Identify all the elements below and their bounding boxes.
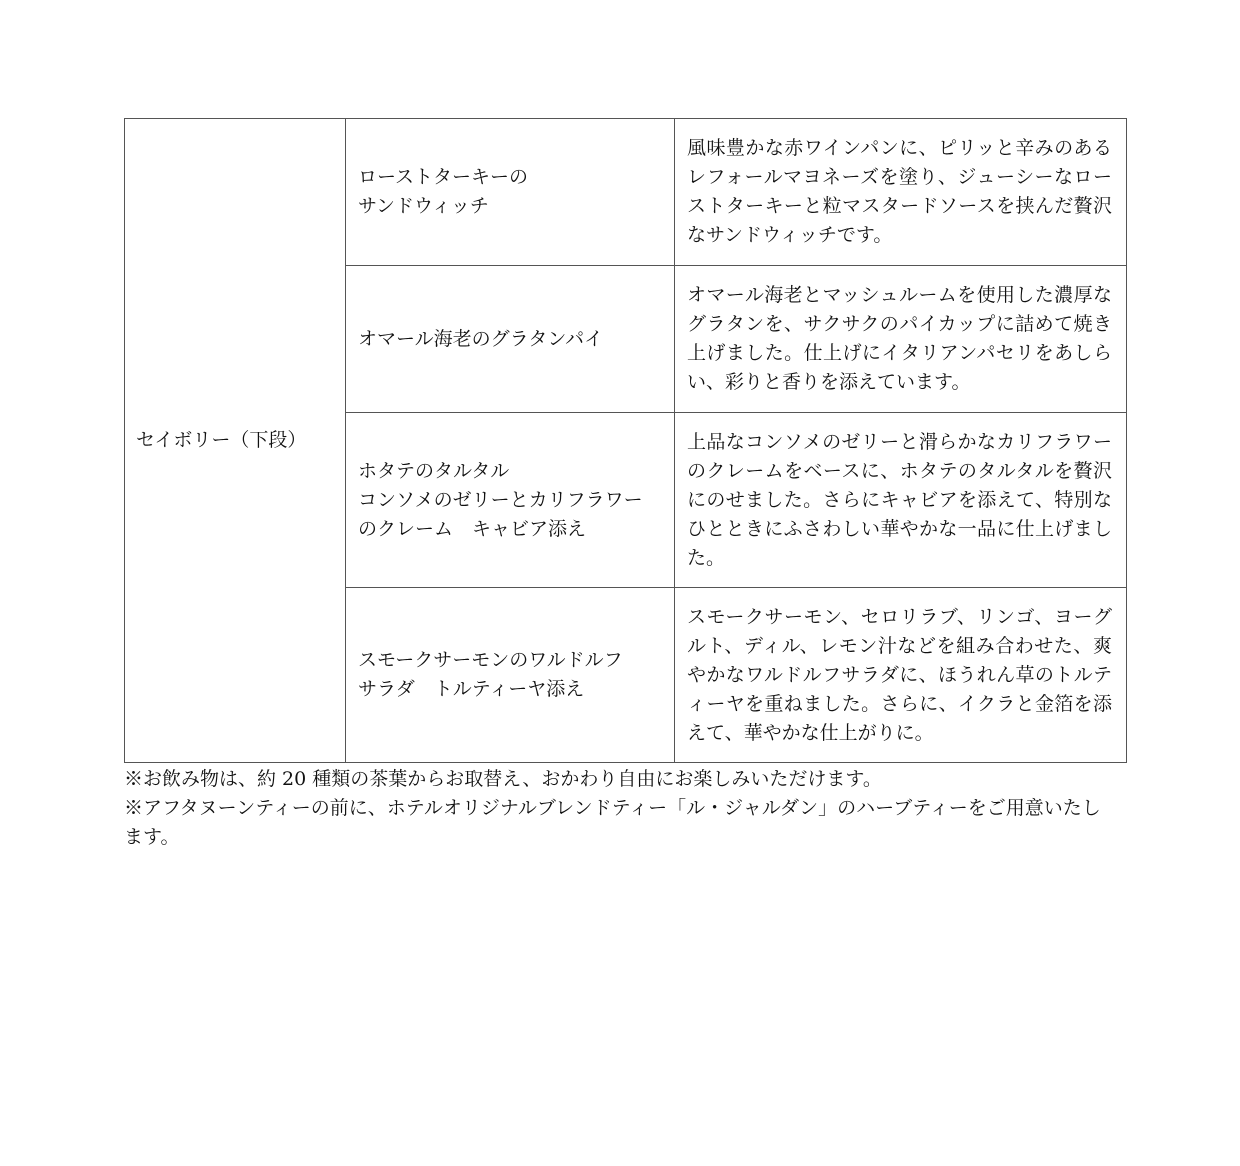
category-cell — [125, 119, 346, 763]
note-herb-tea: ※アフタヌーンティーの前に、ホテルオリジナルブレンドティー「ル・ジャルダン」のハーブティーをご用意いたします。 — [124, 797, 1101, 848]
item-name-line: オマール海老のグラタンパイ — [358, 327, 604, 350]
item-description-cell — [675, 266, 1127, 413]
item-name-cell — [346, 413, 675, 588]
menu-table — [124, 118, 1127, 763]
item-name-line: ローストターキーの — [358, 166, 529, 188]
category-label: セイボリー（下段） — [136, 429, 307, 451]
item-description: 風味豊かな赤ワインパンに、ピリッと辛みのあるレフォールマヨネーズを塗り、ジューシーなローストターキーと粒マスタードソースを挟んだ贅沢なサンドウィッチです。 — [687, 137, 1112, 246]
item-description: 上品なコンソメのゼリーと滑らかなカリフラワーのクレームをベースに、ホタテのタルタルを贅沢にのせました。さらにキャビアを添えて、特別なひとときにふさわしい華やかな一品に仕上げました。 — [687, 430, 1112, 569]
item-description: スモークサーモン、セロリラブ、リンゴ、ヨーグルト、ディル、レモン汁などを組み合わせた、爽やかなワルドルフサラダに、ほうれん草のトルティーヤを重ねました。さらに、イクラと金箔を添えて、華やかな仕上がりに。 — [687, 605, 1112, 744]
item-name-line: サラダ トルティーヤ添え — [358, 678, 585, 700]
item-name-cell — [346, 588, 675, 763]
table-row — [125, 119, 1127, 266]
item-name-cell — [346, 119, 675, 266]
item-name-line: のクレーム キャビア添え — [358, 517, 587, 540]
item-description-cell — [675, 119, 1127, 266]
item-name-line: ホタテのタルタル — [358, 459, 510, 482]
item-name-cell — [346, 266, 675, 413]
item-name-line: サンドウィッチ — [358, 195, 489, 217]
item-name-line: コンソメのゼリーとカリフラワー — [358, 488, 643, 511]
item-name-line: スモークサーモンのワルドルフ — [358, 649, 623, 671]
item-description-cell — [675, 588, 1127, 763]
note-drinks: ※お飲み物は、約 20 種類の茶葉からお取替え、おかわり自由にお楽しみいただけます。 — [124, 768, 882, 790]
item-description-cell — [675, 413, 1127, 588]
notes — [124, 765, 1114, 852]
item-description: オマール海老とマッシュルームを使用した濃厚なグラタンを、サクサクのパイカップに詰めて焼き上げました。仕上げにイタリアンパセリをあしらい、彩りと香りを添えています。 — [687, 284, 1112, 393]
